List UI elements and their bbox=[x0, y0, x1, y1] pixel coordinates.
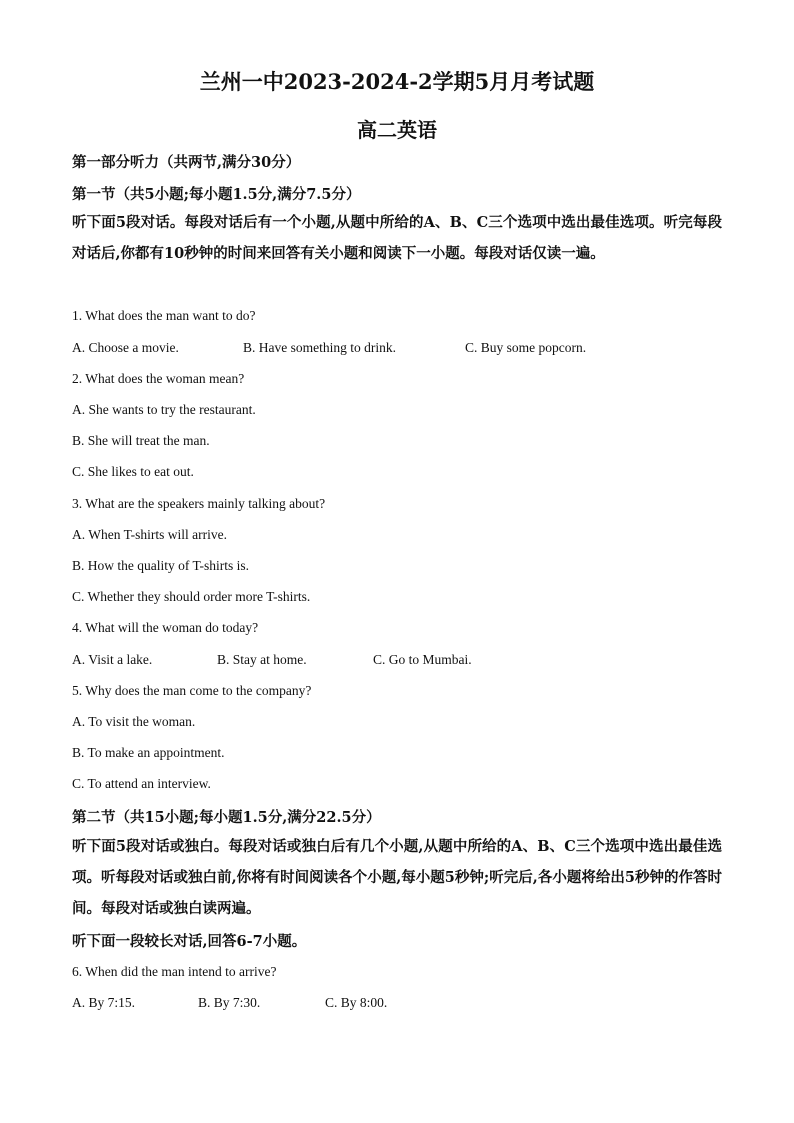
question-3-option-c: C. Whether they should order more T-shirts. bbox=[72, 589, 311, 604]
section2-instructions: 听下面5段对话或独白。每段对话或独白后有几个小题,从题中所给的A、B、C三个选项中选出最佳选项。听每段对话或独白前,你将有时间阅读各个小题,每小题5秒钟;听完后,各小题将给出5秒钟的作答时间。每段对话或独白读两遍。 bbox=[72, 838, 722, 917]
question-3-option-b: B. How the quality of T-shirts is. bbox=[72, 558, 250, 573]
dialog-note: 听下面一段较长对话,回答6-7小题。 bbox=[72, 933, 307, 950]
question-4-option-b: B. Stay at home. bbox=[217, 652, 307, 667]
exam-subtitle: 高二英语 bbox=[357, 118, 437, 142]
section1-instructions: 听下面5段对话。每段对话后有一个小题,从题中所给的A、B、C三个选项中选出最佳选项。听完每段对话后,你都有10秒钟的时间来回答有关小题和阅读下一小题。每段对话仅读一遍。 bbox=[72, 214, 722, 262]
question-6-option-c: C. By 8:00. bbox=[325, 995, 388, 1010]
question-4-option-a: A. Visit a lake. bbox=[72, 652, 153, 667]
question-1-option-a: A. Choose a movie. bbox=[72, 340, 179, 355]
section2-heading: 第二节（共15小题;每小题1.5分,满分22.5分） bbox=[72, 809, 381, 826]
question-6-option-b: B. By 7:30. bbox=[198, 995, 261, 1010]
question-3-stem: 3. What are the speakers mainly talking about? bbox=[72, 496, 326, 511]
question-2-stem: 2. What does the woman mean? bbox=[72, 371, 245, 386]
section1-heading: 第一节（共5小题;每小题1.5分,满分7.5分） bbox=[72, 186, 361, 203]
question-3-option-a: A. When T-shirts will arrive. bbox=[72, 527, 227, 542]
question-2-option-a: A. She wants to try the restaurant. bbox=[72, 402, 256, 417]
question-6-option-a: A. By 7:15. bbox=[72, 995, 136, 1010]
question-6-stem: 6. When did the man intend to arrive? bbox=[72, 964, 277, 979]
question-1-option-b: B. Have something to drink. bbox=[243, 340, 396, 355]
question-2-option-c: C. She likes to eat out. bbox=[72, 464, 194, 479]
question-2-option-b: B. She will treat the man. bbox=[72, 433, 210, 448]
part1-heading: 第一部分听力（共两节,满分30分） bbox=[72, 154, 301, 171]
question-5-stem: 5. Why does the man come to the company? bbox=[72, 683, 312, 698]
question-4-option-c: C. Go to Mumbai. bbox=[373, 652, 472, 667]
exam-title: 兰州一中2023-2024-2学期5月月考试题 bbox=[199, 69, 595, 94]
question-5-option-c: C. To attend an interview. bbox=[72, 776, 211, 791]
question-5-option-b: B. To make an appointment. bbox=[72, 745, 225, 760]
question-1-stem: 1. What does the man want to do? bbox=[72, 308, 256, 323]
question-1-option-c: C. Buy some popcorn. bbox=[465, 340, 587, 355]
question-4-stem: 4. What will the woman do today? bbox=[72, 620, 259, 635]
question-5-option-a: A. To visit the woman. bbox=[72, 714, 196, 729]
